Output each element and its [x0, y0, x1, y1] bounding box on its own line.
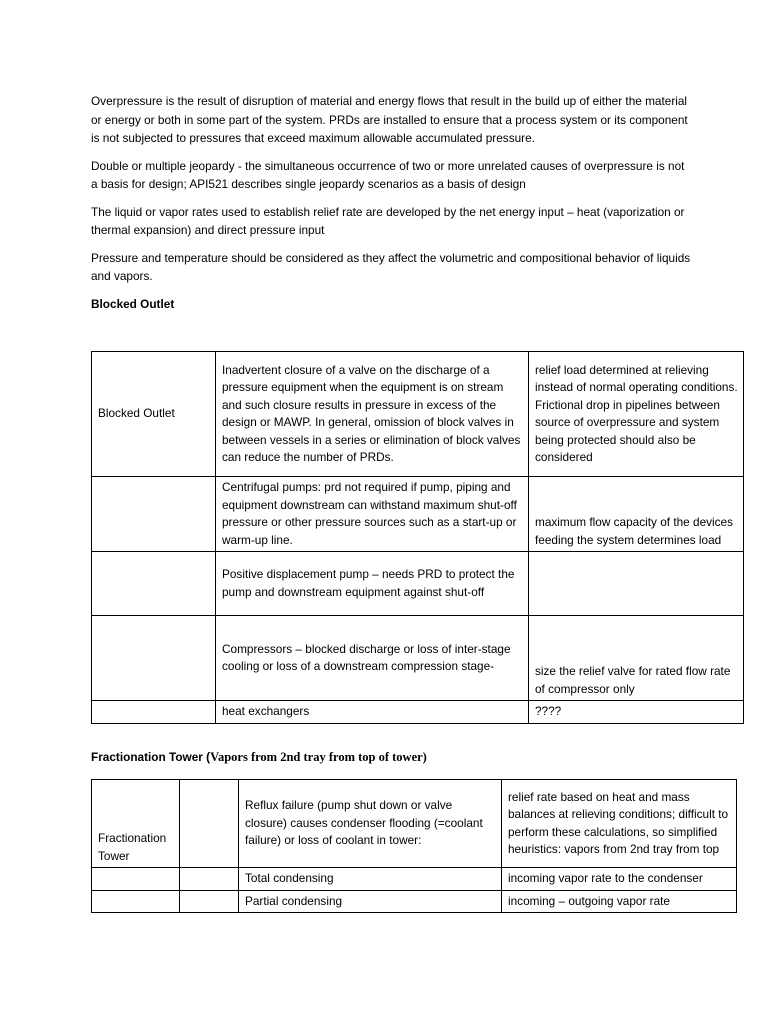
relief-cell: ????: [529, 701, 744, 724]
relief-cell: size the relief valve for rated flow rate of compressor only: [529, 616, 744, 701]
category-cell: [92, 701, 216, 724]
table-row: [92, 477, 744, 552]
paragraph-pressure-temperature: Pressure and temperature should be considered as they affect the volumetric and compositional behavior of liquids and vapors.: [91, 250, 691, 283]
category-cell: [92, 868, 180, 891]
category-cell: [92, 552, 216, 616]
fractionation-heading: [91, 748, 427, 766]
category-cell: [92, 477, 216, 552]
paragraph-overpressure: Overpressure is the result of disruption of material and energy flows that result in the build up of either the material or energy or both in some part of the system. PRDs are installed to ensure that a process system or its component is not subjected to pressures that exceed maximum allowable accumulated pressure.: [91, 94, 688, 145]
fractionation-heading-bold: Fractionation Tower (: [91, 750, 211, 764]
table-row: [92, 701, 744, 724]
fractionation-heading-note: Vapors from 2nd tray from top of tower): [210, 750, 427, 764]
scenario-cell: Total condensing: [239, 868, 502, 891]
blocked-outlet-heading: Blocked Outlet: [91, 296, 175, 311]
category-cell: [92, 890, 180, 913]
relief-cell: incoming – outgoing vapor rate: [502, 890, 737, 913]
table-row: [92, 616, 744, 701]
table-row: [92, 552, 744, 616]
table-row: [92, 890, 737, 913]
scenario-cell: Compressors – blocked discharge or loss of inter-stage cooling or loss of a downstream compression stage-: [216, 616, 529, 701]
sub-cell: [180, 890, 239, 913]
table-row: [92, 352, 744, 477]
scenario-cell: Centrifugal pumps: prd not required if pump, piping and equipment downstream can withstand maximum shut-off pressure or other pressure sources such as a start-up or warm-up line.: [216, 477, 529, 552]
scenario-cell: Inadvertent closure of a valve on the discharge of a pressure equipment when the equipment is on stream and such closure results in pressure in excess of the design or MAWP. In general, omission of block valves in between vessels in a series or elimination of block valves can reduce the number of PRDs.: [216, 352, 529, 477]
scenario-cell: heat exchangers: [216, 701, 529, 724]
scenario-cell: Partial condensing: [239, 890, 502, 913]
category-cell: [92, 616, 216, 701]
relief-cell: maximum flow capacity of the devices feeding the system determines load: [529, 477, 744, 552]
paragraph-relief-rates: The liquid or vapor rates used to establish relief rate are developed by the net energy input – heat (vaporization or thermal expansion) and direct pressure input: [91, 204, 685, 237]
fractionation-table: [91, 779, 737, 913]
paragraph-jeopardy: Double or multiple jeopardy - the simultaneous occurrence of two or more unrelated causes of overpressure is not a basis for design; API521 describes single jeopardy scenarios as a basis of design: [91, 158, 685, 191]
scenario-cell: Positive displacement pump – needs PRD to protect the pump and downstream equipment against shut-off: [216, 552, 529, 616]
intro-text: [91, 92, 691, 327]
sub-cell: [180, 780, 239, 868]
category-cell: Fractionation Tower: [92, 780, 180, 868]
relief-cell: incoming vapor rate to the condenser: [502, 868, 737, 891]
category-cell: Blocked Outlet: [92, 352, 216, 477]
blocked-outlet-table: [91, 351, 744, 724]
table-row: [92, 780, 737, 868]
relief-cell: relief rate based on heat and mass balances at relieving conditions; difficult to perform these calculations, so simplified heuristics: vapors from 2nd tray from top: [502, 780, 737, 868]
relief-cell: relief load determined at relieving instead of normal operating conditions. Frictional drop in pipelines between source of overpressure and system being protected should also be considered: [529, 352, 744, 477]
sub-cell: [180, 868, 239, 891]
scenario-cell: Reflux failure (pump shut down or valve closure) causes condenser flooding (=coolant failure) or loss of coolant in tower:: [239, 780, 502, 868]
relief-cell: [529, 552, 744, 616]
table-row: [92, 868, 737, 891]
